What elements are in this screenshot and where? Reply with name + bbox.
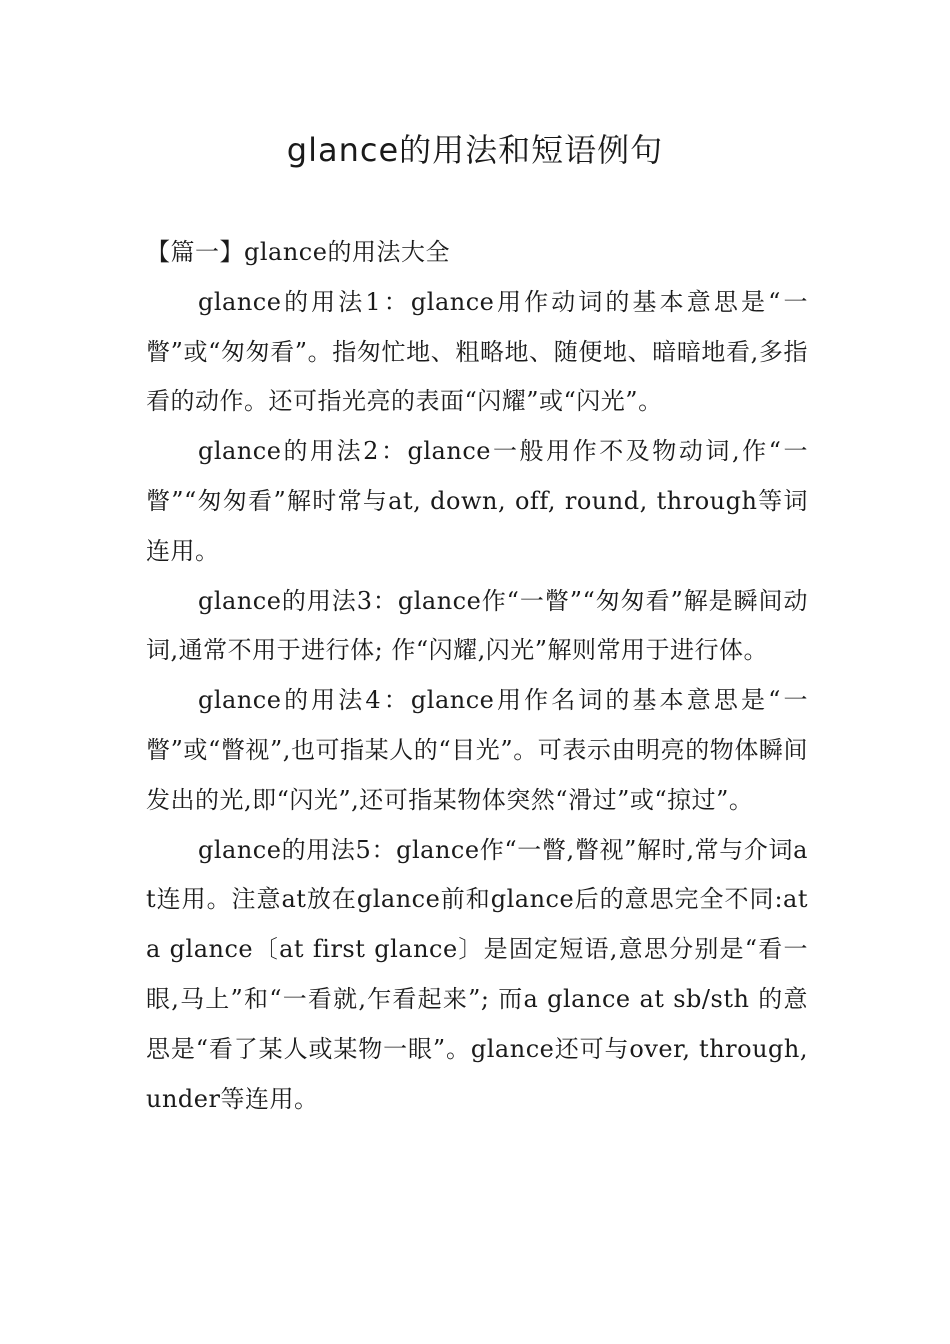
paragraph-usage-4: glance的用法4：glance用作名词的基本意思是“一瞥”或“瞥视”,也可指某人的“目光”。可表示由明亮的物体瞬间发出的光,即“闪光”,还可指某物体突然“滑过”或“掠过”。 — [146, 686, 808, 814]
document-body — [146, 228, 808, 1124]
document-title: glance的用法和短语例句 — [286, 131, 664, 169]
section-heading: 【篇一】glance的用法大全 — [146, 238, 450, 266]
paragraph-usage-3: glance的用法3：glance作“一瞥”“匆匆看”解是瞬间动词,通常不用于进行体; 作“闪耀,闪光”解则常用于进行体。 — [146, 586, 808, 665]
paragraph-usage-2: glance的用法2：glance一般用作不及物动词,作“一瞥”“匆匆看”解时常与at, down, off, round, through等词连用。 — [146, 437, 808, 565]
paragraph-usage-5: glance的用法5：glance作“一瞥,瞥视”解时,常与介词at连用。注意at放在glance前和glance后的意思完全不同:at a glance〔at first glance〕是固定短语,意思分别是“看一眼,马上”和“一看就,乍看起来”; 而a glance at sb/sth 的意思是“看了某人或某物一眼”。glance还可与over, through, under等连用。 — [146, 835, 808, 1113]
paragraph-usage-1: glance的用法1：glance用作动词的基本意思是“一瞥”或“匆匆看”。指匆忙地、粗略地、随便地、暗暗地看,多指看的动作。还可指光亮的表面“闪耀”或“闪光”。 — [146, 287, 808, 416]
